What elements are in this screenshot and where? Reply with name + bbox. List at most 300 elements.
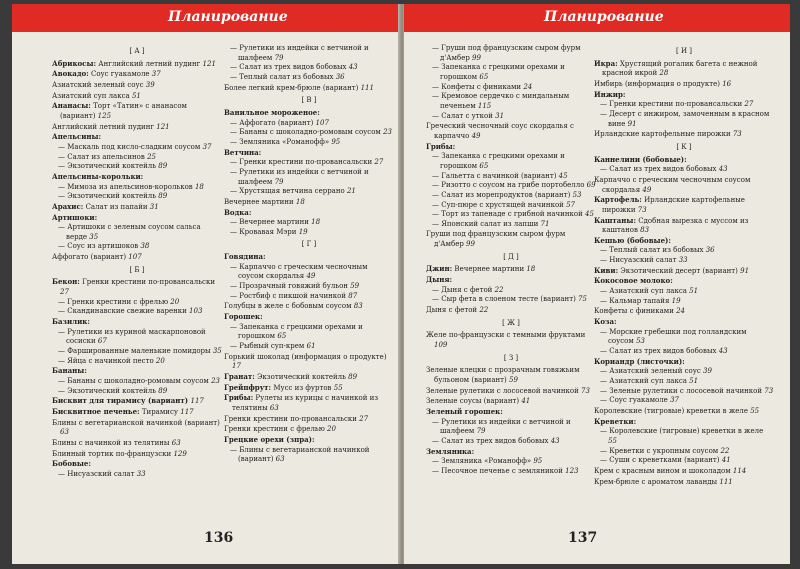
entry-text: Запеканка с грецкими орехами и горошком [440, 63, 565, 81]
index-subentry [224, 342, 394, 352]
entry-heading: Кешью (бобовые): [594, 235, 671, 245]
index-subentry [224, 158, 394, 168]
entry-page: 115 [477, 101, 492, 110]
entry-text: Рулеты из курицы с начинкой из телятины [232, 394, 379, 412]
index-entry [52, 132, 222, 143]
section-letter: [ З ] [503, 353, 519, 362]
entry-text: Бананы с шоколадно-ромовым соусом [67, 377, 212, 385]
entry-heading: Ванильное мороженое: [224, 107, 320, 117]
entry-page: 41 [721, 456, 731, 465]
index-entry [224, 312, 394, 323]
index-subentry [426, 44, 596, 63]
entry-page: 17 [232, 362, 241, 371]
entry-page: 28 [659, 69, 669, 78]
entry-page: 95 [533, 457, 543, 466]
entry-text: Азиатский зеленый соус [52, 80, 146, 89]
index-subentry [224, 218, 394, 228]
entry-text: Карпаччо с греческим чесночным соусом скордалья [594, 175, 751, 194]
index-entry [426, 447, 596, 458]
index-subentry [426, 418, 596, 437]
entry-text: Экзотический коктейль [254, 373, 349, 381]
entry-text: Салат из трех видов бобовых [609, 165, 719, 174]
entry-text: Английский летний пудинг [52, 122, 157, 131]
entry-text: Королевские (тигровые) креветки в желе [594, 406, 751, 415]
entry-heading: Киви: [594, 265, 619, 275]
index-entry [224, 83, 394, 94]
entry-page: 99 [466, 240, 475, 249]
entry-page: 65 [277, 332, 287, 341]
entry-page: 89 [158, 192, 168, 201]
entry-text: Торт «Татин» с ананасом (вариант) [60, 102, 187, 120]
entry-heading: Земляника: [426, 446, 475, 456]
index-entry [594, 466, 774, 477]
entry-page: 23 [211, 377, 221, 385]
entry-text: Земляника «Романофф» [239, 137, 332, 146]
entry-page: 36 [335, 72, 345, 81]
index-subentry [52, 377, 222, 387]
entry-text: Песочное печенье с земляникой [441, 466, 566, 475]
entry-text: Гренки крестини по-провансальски [79, 278, 216, 287]
entry-page: 75 [578, 295, 587, 304]
index-entry [52, 101, 222, 121]
index-column [426, 44, 596, 477]
entry-text: Английский летний пудинг [96, 59, 203, 68]
entry-heading: Каннелини (бобовые): [594, 154, 687, 164]
index-subentry [594, 367, 774, 377]
entry-text: Салат из морепродуктов (вариант) [441, 190, 573, 199]
entry-text: Рыбный суп-крем [239, 342, 307, 351]
entry-text: Маскаль под кисло-сладким соусом [67, 142, 203, 151]
index-subentry [224, 138, 394, 148]
entry-page: 36 [705, 246, 715, 255]
index-entry [594, 266, 774, 277]
index-entry [426, 229, 596, 249]
entry-page: 20 [170, 297, 180, 306]
entry-text: Гренки крестини по-провансальски [224, 414, 360, 423]
index-subentry [52, 153, 222, 163]
entry-heading: Джин: [426, 264, 453, 274]
entry-page: 69 [586, 181, 596, 190]
entry-page: 27 [359, 414, 369, 423]
entry-page: 18 [526, 265, 536, 274]
entry-heading: Грецкие орехи (зпра): [224, 434, 315, 444]
index-column [52, 44, 222, 480]
entry-heading: Картофель: [594, 195, 642, 205]
section-letter: [ Д ] [503, 252, 519, 261]
entry-text: Мусс из фуртов [271, 383, 334, 392]
index-entry [224, 301, 394, 312]
entry-page: 63 [275, 455, 285, 464]
index-subentry [52, 162, 222, 172]
entry-page: 39 [703, 367, 712, 376]
entry-page: 19 [298, 227, 308, 236]
entry-text: Блины с начинкой из телятины [52, 438, 172, 447]
entry-page: 91 [627, 119, 637, 128]
header-band [404, 4, 790, 32]
index-subentry [426, 457, 596, 467]
section-letter: [ В ] [301, 96, 317, 105]
index-subentry [52, 307, 222, 317]
index-entry [52, 407, 222, 418]
entry-page: 53 [572, 190, 582, 199]
index-entry [224, 197, 394, 208]
entry-text: Вечернее мартини [224, 197, 296, 206]
entry-heading: Кокосовое молоко: [594, 276, 673, 286]
section-letter: [ И ] [675, 47, 693, 55]
page-header-title: Планирование [544, 9, 664, 25]
entry-page: 95 [331, 137, 341, 146]
entry-heading: Абрикосы: [52, 58, 97, 68]
entry-text: Мимоза из апельсинов-корольков [67, 182, 195, 191]
entry-text: Имбирь (информация о продукте) [594, 79, 723, 88]
index-entry [426, 330, 596, 350]
entry-text: Азиатский суп лакса [609, 287, 690, 296]
entry-page: 49 [306, 272, 316, 281]
entry-page: 89 [158, 386, 168, 395]
index-subentry [594, 246, 774, 256]
index-subentry [594, 297, 774, 307]
index-entry [52, 69, 222, 80]
index-subentry [594, 447, 774, 457]
entry-page: 117 [180, 407, 194, 416]
entry-page: 55 [608, 436, 617, 445]
entry-page: 27 [60, 288, 69, 297]
index-entry [426, 121, 596, 141]
entry-page: 37 [202, 142, 212, 151]
entry-text: Прозрачный говяжий бульон [239, 282, 351, 291]
entry-heading: Бекон: [52, 277, 80, 287]
entry-text: Рулетики из куриной маскарпоновой сосиски [66, 327, 206, 346]
entry-heading: Артишоки: [52, 212, 98, 222]
entry-page: 45 [558, 171, 568, 180]
entry-page: 45 [585, 210, 594, 219]
index-entry [426, 305, 596, 316]
entry-page: 33 [678, 256, 688, 265]
header-band [12, 4, 400, 32]
entry-text: Салат из трех видов бобовых [239, 63, 349, 72]
entry-heading: Авокадо: [52, 69, 89, 79]
index-subentry [224, 323, 394, 342]
entry-heading: Бисквит для тирамису (вариант) [52, 396, 191, 406]
entry-heading: Зеленый горошек: [426, 406, 503, 416]
index-subentry [594, 165, 774, 175]
entry-text: Салат из апельсинов [67, 152, 148, 161]
index-subentry [426, 191, 596, 201]
entry-page: 43 [550, 436, 560, 445]
entry-page: 109 [434, 341, 448, 350]
entry-text: Хрустящий рогалик багета с нежной красной икрой [602, 59, 758, 78]
page-header-title: Планирование [168, 9, 288, 25]
index-subentry [224, 292, 394, 302]
entry-text: Хрустящая ветчина серрано [239, 187, 347, 196]
entry-text: Ирландские картофельные пирожки [602, 196, 745, 214]
index-entry [594, 406, 774, 417]
entry-page: 19 [671, 296, 681, 305]
index-subentry [594, 396, 774, 406]
entry-text: Гренки крестини с фрелью [224, 425, 328, 434]
index-subentry [426, 286, 596, 296]
entry-text: Горький шоколад (информация о продукте) [224, 352, 387, 361]
entry-page: 107 [315, 118, 329, 127]
entry-heading: Говядина: [224, 252, 266, 262]
entry-page: 87 [348, 291, 358, 300]
entry-text: Зеленые рулетики с лососевой начинкой [426, 386, 582, 395]
entry-page: 79 [476, 427, 486, 436]
entry-text: Кровавая Мэри [239, 227, 299, 236]
index-entry [52, 418, 222, 438]
entry-page: 22 [494, 285, 504, 294]
entry-page: 107 [128, 253, 142, 262]
entry-text: Яйца с начинкой песто [67, 356, 156, 365]
index-subentry [426, 181, 596, 191]
entry-text: Рулетики из индейки с ветчиной и шалфеем [238, 167, 369, 186]
index-subentry [224, 44, 394, 63]
entry-text: Гальетта с начинкой (вариант) [441, 171, 559, 180]
entry-text: Крем с красным вином и шоколадом [594, 466, 733, 475]
entry-page: 31 [495, 111, 505, 120]
entry-page: 79 [274, 53, 284, 62]
entry-text: Запеканка с грецкими орехами и горошком [238, 322, 363, 341]
index-subentry [224, 446, 394, 465]
index-column [594, 44, 774, 487]
entry-page: 43 [348, 63, 358, 72]
entry-page: 121 [202, 59, 216, 68]
entry-heading: Базилик: [52, 317, 90, 327]
entry-text: Блинный тортик по-французски [52, 449, 174, 458]
index-entry [52, 366, 222, 377]
entry-heading: Бобовые: [52, 459, 91, 469]
index-subentry [52, 143, 222, 153]
entry-text: Дыня с фетой [441, 285, 495, 294]
index-subentry [224, 168, 394, 187]
index-entry [594, 317, 774, 328]
entry-text: Вечернее мартини [239, 218, 312, 227]
entry-text: Сдобная вырезка с муссом из каштанов [602, 216, 749, 235]
entry-heading: Креветки: [594, 416, 637, 426]
index-subentry [224, 63, 394, 73]
entry-heading: Грейпфрут: [224, 382, 272, 392]
entry-page: 22 [720, 446, 730, 455]
entry-page: 24 [523, 82, 533, 91]
index-entry [426, 396, 596, 407]
index-subentry [594, 427, 774, 446]
entry-heading: Коза: [594, 317, 617, 327]
index-subentry [426, 83, 596, 93]
section-letter: [ Ж ] [502, 318, 520, 327]
entry-text: Гренки крестини по-провансальски [239, 158, 375, 167]
index-entry [426, 386, 596, 397]
index-subentry [426, 210, 596, 220]
index-subentry [426, 220, 596, 230]
entry-page: 83 [353, 302, 363, 311]
entry-page: 61 [306, 342, 316, 351]
section-letter: [ Б ] [129, 265, 145, 274]
entry-page: 51 [131, 91, 141, 100]
entry-text: Бананы с шоколадно-ромовым соусом [239, 128, 384, 137]
entry-page: 89 [348, 373, 358, 381]
entry-page: 73 [637, 205, 647, 214]
index-entry [224, 435, 394, 446]
entry-text: Желе по-французски с темными фруктами [426, 331, 586, 340]
index-subentry [224, 128, 394, 138]
entry-page: 51 [689, 377, 699, 385]
index-subentry [594, 377, 774, 387]
left-page [12, 4, 400, 564]
index-subentry [594, 110, 774, 129]
index-subentry [52, 223, 222, 242]
entry-page: 63 [171, 438, 181, 447]
entry-page: 27 [374, 158, 384, 167]
entry-page: 63 [269, 403, 279, 412]
index-subentry [426, 112, 596, 122]
entry-page: 65 [479, 161, 489, 170]
entry-text: Вечернее мартини [452, 265, 527, 274]
entry-text: Аффогато (вариант) [52, 253, 129, 262]
index-entry [594, 417, 774, 428]
entry-text: Морские гребешки под голландским соусом [608, 327, 747, 346]
index-entry [426, 264, 596, 275]
index-subentry [594, 100, 774, 110]
index-subentry [52, 298, 222, 308]
index-subentry [426, 467, 596, 477]
entry-page: 33 [136, 469, 146, 478]
entry-text: Королевские (тигровые) креветки в желе [609, 427, 764, 436]
index-entry [224, 252, 394, 263]
entry-heading: Кориандр (листочки): [594, 356, 685, 366]
entry-page: 83 [640, 226, 650, 235]
index-subentry [426, 63, 596, 82]
entry-text: Экзотический коктейль [67, 386, 159, 395]
index-entry [594, 306, 774, 317]
index-subentry [426, 295, 596, 305]
entry-text: Азиатский суп лакса [52, 91, 132, 100]
entry-text: Салат с уткой [441, 111, 496, 120]
index-entry [594, 216, 774, 236]
entry-heading: Бананы: [52, 366, 87, 376]
entry-page: 73 [764, 386, 774, 395]
index-subentry [594, 287, 774, 297]
entry-text: Зеленые рулетики с лососевой начинкой [609, 386, 765, 395]
entry-text: Рулетики из индейки с ветчиной и шалфеем [440, 417, 571, 436]
entry-text: Запеканка с грецкими орехами и горошком [440, 152, 565, 170]
index-entry [52, 213, 222, 224]
entry-page: 24 [676, 307, 686, 316]
index-entry [52, 202, 222, 213]
index-entry [224, 414, 394, 425]
entry-text: Крем-брюле с ароматом лаванды [594, 477, 720, 486]
index-entry [52, 277, 222, 297]
entry-page: 117 [190, 397, 204, 406]
entry-heading: Апельсины: [52, 132, 102, 142]
entry-page: 49 [471, 131, 481, 140]
index-subentry [224, 282, 394, 292]
index-entry [594, 175, 774, 195]
index-subentry [52, 328, 222, 347]
index-subentry [52, 387, 222, 397]
entry-page: 71 [540, 219, 550, 228]
entry-text: Тирамису [139, 407, 181, 416]
entry-page: 59 [509, 376, 518, 384]
entry-page: 25 [147, 152, 156, 161]
entry-text: Скандинавские свежие варенки [67, 307, 190, 316]
index-entry [426, 407, 596, 418]
index-subentry [426, 152, 596, 171]
entry-page: 38 [140, 242, 150, 251]
index-entry [594, 276, 774, 287]
index-entry [594, 236, 774, 247]
entry-text: Сыр фета в слоеном тесте (вариант) [441, 295, 579, 304]
entry-text: Греческий чесночный соус скордалья с карпаччо [426, 122, 574, 140]
entry-page: 123 [565, 466, 579, 475]
entry-text: Ростбиф с пикшой начинкой [239, 291, 349, 300]
index-entry [426, 365, 596, 385]
entry-text: Блины с вегетарианской начинкой (вариант) [52, 418, 220, 427]
index-entry [224, 372, 394, 383]
index-subentry [594, 347, 774, 357]
entry-page: 125 [97, 111, 112, 120]
entry-page: 103 [189, 307, 203, 316]
entry-text: Суп-пюре с хрустящей начинкой [441, 200, 567, 209]
index-entry [52, 122, 222, 133]
entry-page: 73 [732, 130, 742, 139]
entry-heading: Инжир: [594, 89, 626, 99]
entry-text: Десерт с инжиром, замоченным в красном вине [608, 109, 770, 128]
entry-text: Суши с креветками (вариант) [609, 456, 722, 465]
entry-text: Гренки крестини по-провансальски [609, 100, 745, 109]
index-entry [594, 155, 774, 166]
index-column [224, 44, 394, 465]
entry-page: 51 [689, 287, 699, 296]
entry-text: Фаршированные маленькие помидоры [67, 347, 213, 356]
entry-page: 18 [194, 182, 204, 191]
index-subentry [426, 437, 596, 447]
index-subentry [224, 228, 394, 238]
index-subentry [594, 328, 774, 347]
index-entry [594, 129, 774, 140]
entry-heading: Арахис: [52, 201, 84, 211]
entry-text: Гренки крестини с фрелью [67, 297, 171, 306]
index-entry [52, 396, 222, 407]
entry-text: Соус из артишоков [67, 242, 141, 251]
index-subentry [224, 187, 394, 197]
entry-page: 79 [274, 177, 284, 186]
entry-heading: Водка: [224, 207, 252, 217]
right-page [404, 4, 790, 564]
index-entry [594, 357, 774, 368]
entry-page: 22 [479, 306, 489, 315]
index-entry [224, 108, 394, 119]
entry-text: Ризотто с соусом на грибе портобелло [441, 181, 587, 190]
index-subentry [224, 119, 394, 129]
entry-text: Зеленые соусы (вариант) [426, 397, 522, 406]
entry-page: 31 [149, 202, 159, 211]
index-entry [594, 90, 774, 101]
index-entry [594, 79, 774, 90]
index-subentry [52, 183, 222, 193]
entry-text: Груши под французским сыром фурм д'Амбер [440, 44, 581, 62]
entry-page: 55 [750, 406, 760, 415]
entry-text: Более легкий крем-брюле (вариант) [224, 83, 361, 92]
index-entry [594, 59, 774, 79]
entry-text: Салат из трех видов бобовых [441, 436, 551, 445]
index-entry [52, 80, 222, 91]
entry-text: Груши под французским сыром фурм д'Амбер [426, 230, 566, 249]
entry-text: Соус гуакамоле [609, 396, 671, 405]
entry-page: 111 [360, 83, 374, 92]
entry-page: 21 [346, 187, 356, 196]
entry-page: 27 [744, 100, 754, 109]
index-subentry [594, 387, 774, 397]
